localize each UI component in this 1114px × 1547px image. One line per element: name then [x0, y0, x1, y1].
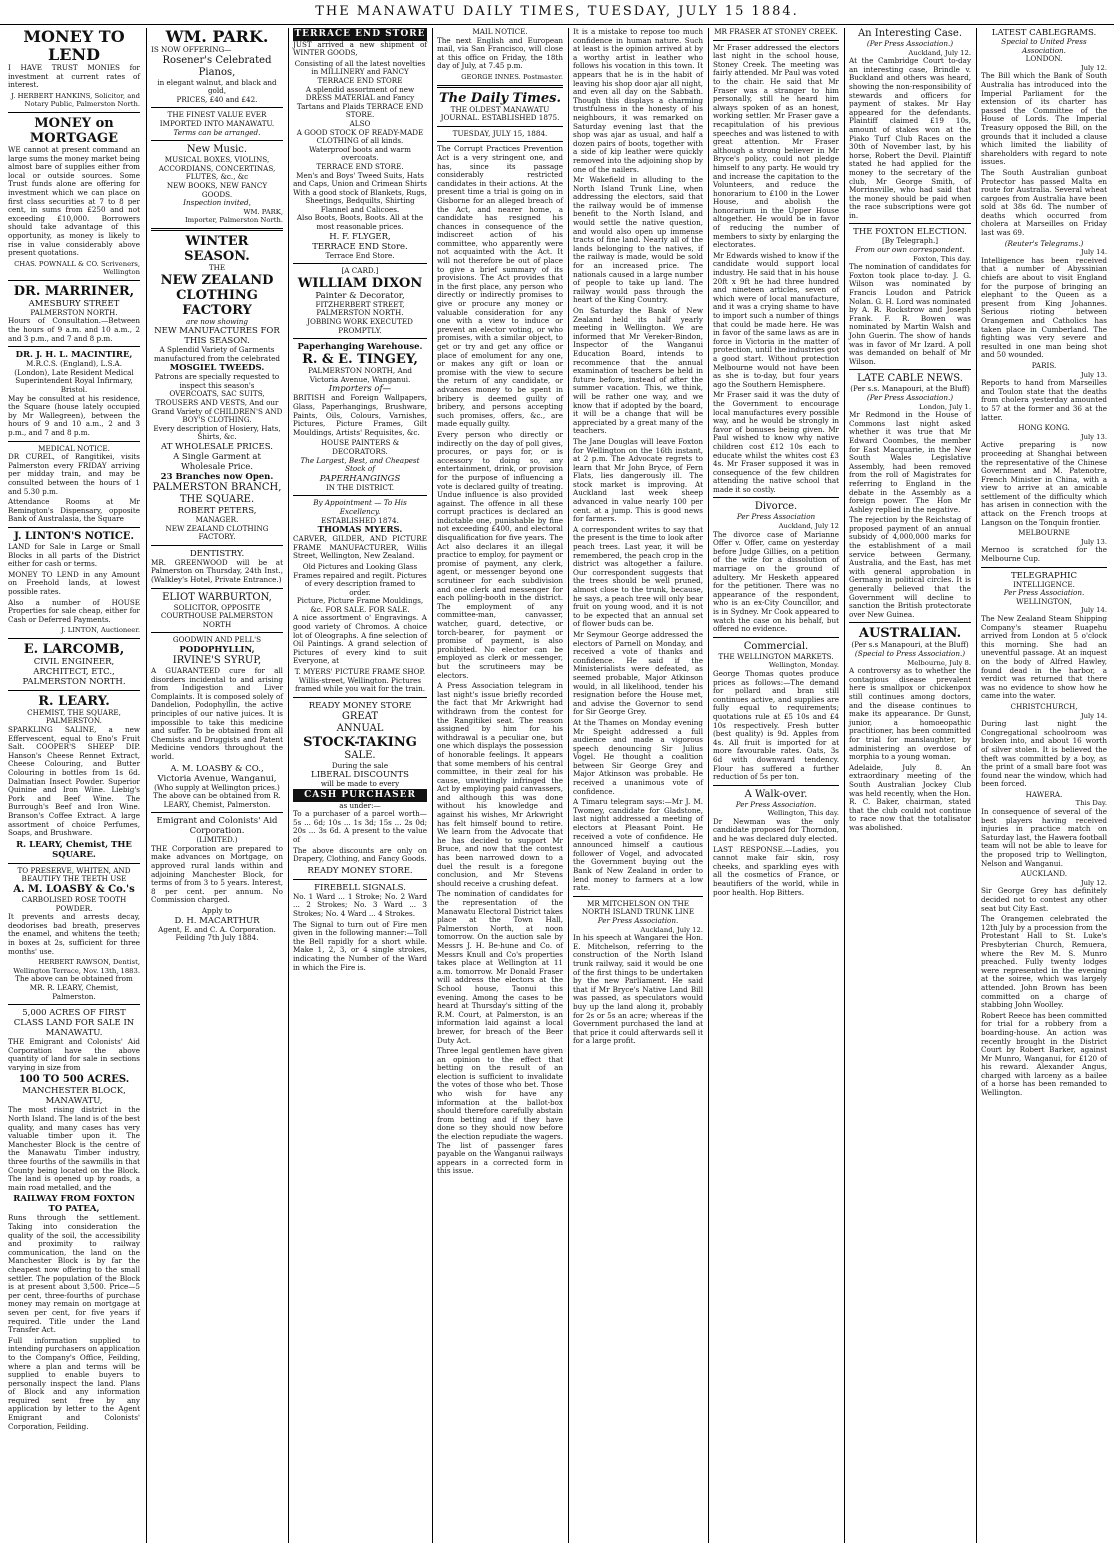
new-music-heading: New Music.	[186, 144, 248, 156]
latest-pa: Special to United Press Association.	[1001, 37, 1087, 55]
latest-text: The Bill which the Bank of South Australia has introduced into the Imperial Parliament for the extension of its charter has passed the Committee of the House of Lords. The Imperial Treasury opposed the Bill, on the grounds that it included a clause which limited the liability of shareholders with regard to note issues.	[981, 71, 1107, 167]
for-sale: Picture, Picture Frame Mouldings, &c. FOR SALE. FOR SALE.	[296, 596, 424, 614]
allowed-label: will be made to every	[320, 779, 400, 789]
leader-1: The Corrupt Practices Prevention Act is a very stringent one, and has, since its passage considerably restricted candidates in their actions. At the present time a trial is going on in Gisborne for an alleged breach of the Act, and nearer home, a candidate has resigned his chances in consequence of the indiscreet action of his committee, who apparently were not acquainted with the Act. It will not therefore be out of place to give a brief summary of its provisions. The Act provides that in the first place, any person who directly or indirectly promises to give or procure any money or valuable consideration for any one with a view to induce or prevent an elector voting, or who promises, with a similar object, to get or try and get any office or place of emolument for any one, or makes any gift or loan or promise with the view to secure the return of any candidate, or advances money to be spent in bribery is deemed guilty of bribery, and persons accepting such promises, offers, &c., are made equally guilty.	[437, 144, 563, 429]
the-text: THE	[208, 262, 226, 272]
overcoats-text: OVERCOATS, SAC SUITS, TROUSERS AND VESTS, And our Grand Variety of CHILDREN'S AND BOY'S CLOTHING.	[151, 389, 283, 425]
wmpark-heading: WM. PARK.	[165, 28, 269, 46]
arrived-text: JUST arrived a new shipment of WINTER GOODS,	[293, 39, 427, 58]
mortgage-heading: MONEY on MORTGAGE	[29, 115, 119, 146]
wellington-text: The New Zealand Steam Shipping Company's steamer Ruapehu arrived from London at 5 o'clock this morning. She had an uneventful passage. At an inquest on the body of Alfred Hawley, found dead in the harbor, a verdict was returned that there was no evidence to show how he came into the water.	[981, 614, 1107, 701]
foxton-from: From our own correspondent.	[855, 245, 965, 255]
pianos-prices: PRICES, £40 and £42.	[176, 94, 258, 104]
liberal-discounts: LIBERAL DISCOUNTS	[311, 770, 409, 781]
hankins-signature: J. HERBERT HANKINS, Solicitor, and Notary Public, Palmerston North.	[11, 91, 140, 109]
paperhangings-label: PAPERHANGINGS	[319, 473, 401, 484]
reuters-date: July 14.	[1080, 248, 1107, 257]
goodwin-text: GOODWIN AND PELL'S	[172, 635, 262, 645]
largest-stock: The Largest, Best, and Cheapest Stock of	[300, 455, 420, 474]
loasby-heading: A. M. LOASBY & Co.'s	[13, 883, 135, 895]
markets-text: George Thomas quotes produce prices as follows:—The demand for pollard and bran still continues active, and supplies are fully equal to requirements; quotations rule at £5 10s and £4 10s respectively. Fresh butter (best quality) is 9d. Apples from 4s. All fruit is imported for at more favourable rates. Oats, 3s 6d with downward tendency. Flour has suffered a further reduction of 5s per ton.	[713, 668, 839, 782]
walkover-pa: Per Press Association.	[735, 799, 817, 809]
jobbing-text: JOBBING WORK EXECUTED PROMPTLY.	[307, 317, 413, 335]
case-text: At the Cambridge Court to-day an interesting case, Brindle v. Buckland and others was heard, showing the non-responsibility of stewards and officers for payment of stakes. Mr Hay appeared for the defendants. Plaintiff claimed £19 10s, amount of stakes won at the Piako Turf Club Races on the 30th of November last, by his horse, Robert the Devil. Plaintiff stated he had applied for the money to the secretary of the club, Mr George Smith, of Morrinsville, who had said that the money should be paid when the race subscriptions were got in.	[849, 56, 971, 220]
paris-heading: PARIS.	[1031, 360, 1057, 370]
macintire-heading: DR. J. H. L. MACINTIRE,	[15, 350, 133, 361]
above-discounts: The above discounts are only on Drapery, Clothing, and Fancy Goods.	[293, 845, 427, 864]
late-cable-heading: LATE CABLE NEWS.	[857, 373, 963, 385]
tes-label: TERRACE END STORE.	[316, 161, 404, 171]
importers-label: Importers of—	[328, 384, 392, 395]
park-signature: WM. PARK,	[243, 207, 283, 216]
fraser-heading: MR FRASER AT STONEY CREEK.	[714, 28, 838, 36]
loasby-product: CARBOLISED ROSE TOOTH POWDER.	[21, 894, 127, 913]
telegraphic-pa: Per Press Association.	[1003, 588, 1085, 598]
hawera-heading: HAWERA.	[1025, 789, 1063, 799]
clothing-factory-heading: CLOTHING FACTORY	[176, 287, 258, 318]
sale-label: SALE.	[344, 749, 376, 761]
leader-13: A Timaru telegram says:—Mr J. M. Twomey, candidate for Gladstone, last night addressed a meeting of electors at Pleasant Point. He received a vote of confidence. He announced himself a cautious follower of Vogel, and advocated the Government buying out the Bank of New Zealand in order to lend money to farmers at a low rate.	[573, 797, 703, 893]
marriner-heading: DR. MARRINER,	[13, 283, 135, 299]
terms-text: Terms can be arranged.	[173, 127, 261, 137]
myers-frames: Old Pictures and Looking Glass Frames repaired and regilt. Pictures of every description framed to order.	[293, 561, 427, 597]
warburton-heading: ELIOT WARBURTON,	[162, 591, 272, 603]
christchurch-date: July 14.	[1080, 711, 1107, 720]
during-label: During the sale	[331, 760, 389, 770]
acres-size: 100 TO 500 ACRES.	[18, 1074, 130, 1086]
hop-bitters-text: LAST RESPONSE.—Ladies, you cannot make fair skin, rosy cheeks, and sparkling eyes with all the cosmetics of France, or beautifiers of the world, while in poor health. Hop Bitters.	[713, 844, 839, 897]
divorce-pa: Per Press Association	[736, 512, 816, 522]
case-pa: (Per Press Association.)	[866, 39, 954, 48]
larcomb-heading: E. LARCOMB,	[23, 641, 125, 657]
leader-9: The Jane Douglas will leave Foxton for Wellington on the 16th instant, at 2 p.m. The Advocate regrets to learn that Mr John Bryce, of Fern Flats, lies dangerously ill. The stock market is improving. At Auckland last week sheep advanced in value nearly 100 per cent. at a jump. This is good news for farmers.	[573, 436, 703, 524]
foxton-location: Foxton, This day.	[912, 254, 971, 263]
medical-notice-heading: MEDICAL NOTICE.	[38, 443, 110, 453]
annual-label: ANNUAL	[336, 722, 384, 734]
case-location: Auckland, July 12.	[908, 48, 971, 57]
ready-money-heading: READY MONEY STORE	[308, 700, 412, 711]
great-label: GREAT	[341, 710, 379, 722]
manchester-block: MANCHESTER BLOCK, MANAWATU,	[22, 1086, 126, 1107]
linton-signature: J. LINTON, Auctioneer.	[61, 626, 140, 635]
australian-text-2: Adelaide, July 8. An extraordinary meeting of the South Australian Jockey Club was held recently, when the Hon. R. C. Baker, chairman, stated that the club could not continue to race now that the totalisator was abolished.	[849, 762, 971, 832]
column-4	[432, 28, 567, 1543]
australian-text: A controversy as to whether the contagious disease prevalent here is smallpox or chickenpox still continues among doctors, and the disease continues to make its appearance. Dr Gunst, junior, a homoeopathic practitioner, has been committed for trial for manslaughter, by administering an overdose of morphia to a young woman.	[849, 666, 971, 762]
melbourne-date: July 13.	[1080, 537, 1107, 546]
australian-pa: (Special to Press Association.)	[854, 649, 966, 658]
trust-monies-text: I HAVE TRUST MONIES for investment at current rates of interest.	[8, 63, 140, 90]
telegraph-label: [By Telegraph.]	[881, 236, 939, 246]
dixon-address: FITZHERBERT STREET, PALMERSTON NORTH.	[315, 299, 405, 318]
leary-signature: R. LEARY, Chemist, THE SQUARE.	[16, 839, 132, 860]
auckland-heading: AUCKLAND.	[1020, 869, 1068, 879]
palmerston-branch: PALMERSTON BRANCH,	[152, 482, 282, 494]
under-label: as under:—	[339, 800, 381, 810]
tweeds-text: Men's and Boys' Tweed Suits, Hats and Caps, Union and Crimean Shirts	[293, 170, 427, 189]
branches-open: 23 Branches now Open.	[160, 472, 274, 483]
macarthur-name: D. H. MACARTHUR	[174, 915, 260, 926]
emigrant-heading: Emigrant and Colonists' Aid Corporation.	[156, 816, 278, 837]
peters-name: ROBERT PETERS,	[177, 506, 257, 517]
melbourne-text: Mernoo is scratched for the Melbourne Cup.	[981, 545, 1107, 564]
tes-label-2: TERRACE END Store.	[312, 241, 408, 252]
divorce-location: Auckland, July 12	[778, 522, 839, 531]
apply-to: Apply to	[201, 906, 233, 916]
commercial-heading: Commercial.	[743, 640, 809, 652]
music-items: MUSICAL BOXES, VIOLINS, ACCORDIANS, CONCERTINAS, FLUTES, &c., &c	[158, 155, 276, 182]
interesting-case-heading: An Interesting Case.	[857, 28, 963, 39]
late-cable-pa: (Per Press Association.)	[866, 392, 954, 402]
pianos-text: in elegant walnut, and black and gold,	[157, 77, 277, 96]
new-manufactures: NEW MANUFACTURES FOR THIS SEASON.	[154, 326, 280, 347]
reuters-label: (Reuter's Telegrams.)	[1004, 238, 1084, 248]
now-showing: are now showing	[186, 316, 248, 326]
macintire-qualifications: M.R.C.S. (England), L.S.A. (London), Late Resident Medical Superintendent Royal Infirmary, Bristol.	[14, 359, 134, 395]
paris-date: July 13.	[1080, 370, 1107, 379]
acres-heading: 5,000 ACRES OF FIRST CLASS LAND FOR SALE IN MANAWATU.	[13, 1008, 135, 1039]
leader-11: Mr Seymour George addressed the electors of Parnell on Monday, and received a vote of thanks and confidence. He said if the Ministerialists were defeated, as seemed probable, Major Atkinson would, in all likelihood, tender his resignation before the House met, and advise the Governor to send for Sir George Grey.	[573, 629, 703, 717]
nzcf-label: NEW ZEALAND CLOTHING FACTORY.	[165, 523, 269, 542]
wholesale-prices: AT WHOLESALE PRICES.	[161, 442, 273, 453]
marriner-address: AMESBURY STREET	[28, 298, 120, 309]
australian-via: (Per s.s Manapouri, at the Bluff)	[851, 640, 969, 650]
manager-label: MANAGER.	[195, 515, 239, 525]
hongkong-heading: HONG KONG.	[1018, 423, 1070, 433]
linton-houses: Also a number of HOUSE Properties for sale cheap, either for Cash or Deferred Payments.	[8, 597, 140, 624]
leary-note: The above can be obtained from MR. R. LEARY, Chemist, Palmerston.	[15, 974, 133, 1001]
markets-heading: THE WELLINGTON MARKETS.	[718, 651, 834, 661]
winter-season-heading: WINTER SEASON.	[184, 233, 250, 264]
christchurch-heading: CHRISTCHURCH,	[1010, 701, 1078, 711]
curl-text: DR CUREL, of Rangitikei, visits Palmerston every FRIDAY arriving per midday train, and may be consulted between the hours of 1 and 5.30 p.m.	[8, 452, 140, 496]
hawera-date: This Day.	[1075, 799, 1107, 808]
mail-text: The next English and European mail, via San Francisco, will close at this office on Friday, the 18th day of July, at 7.45 p.m.	[437, 35, 563, 71]
park-role: Importer, Palmerston North.	[184, 216, 283, 225]
firebell-heading: FIREBELL SIGNALS.	[314, 882, 406, 893]
mail-signature: GEORGE INNES. Postmaster.	[461, 72, 563, 81]
irvine-text: A GUARANTEED cure for all disorders incidental to and arising from Indigestion and Liver Complaints. It is composed solely of Dandelion, Podophyllin, the active principles of our native juices. It is impossible to take this medicine and suffer. To be obtained from all Chemists and Druggists and Patent Medicine vendors throughout the world.	[151, 665, 283, 761]
leary-heading: R. LEARY.	[38, 693, 110, 709]
leader-7: Mr Wakefield in alluding to the North Island Trunk Line, when addressing the electors, said that the railway would be of immense benefit to the North Island, and would settle the native question, and would also open up immense tracts of fine land. Nearly all of the lands belonging to the natives, if the railway is made, would be sold for an increased price. The nationals caused in a large number of people to take up land. The railway would pass through the heart of the King Country.	[573, 175, 703, 305]
fraser-text: Mr Fraser addressed the electors last night in the school house, Stoney Creek. The meeting was fairly attended. Mr Paul was voted to the chair. He said that Mr Fraser was a stranger to him personally, still he heard him always spoken of as an honest, working settler. Mr Fraser gave a recapitulation of his previous speeches and was listened to with great attention. Mr Fraser although a strong believer in Mr Bryce's policy, could not pledge himself to any party. He would try and increase the capitation to the Volunteers, and reduce the honorarium to £100 in the Lower House, and abolish the honorarium in the Upper House altogether. He would be in favor of reducing the number of members to sixty by enlarging the electorates.	[713, 42, 839, 250]
money-to-lend-heading: MONEY TO LEND	[23, 28, 125, 64]
tingey-heading: R. & E. TINGEY,	[302, 352, 418, 368]
leader-6: It is a mistake to repose too much confidence in human nature. Such at least is the opinion arrived at by a worthy artist in leather who follows his vocation in this town. It appears that he is in the habit of leaving his shop door ajar all night, and even all day on the Sabbath. Though this displays a charming trustfulness in the honesty of his neighbours, it was remarked on Saturday evening last that the shop was ajar as usual, and half a dozen pairs of boots, together with a side of kip leather were quickly removed into the adjoining shop by one of the nailers.	[573, 28, 703, 174]
hongkong-date: July 13.	[1080, 432, 1107, 441]
fraser-text-3: Mr Fraser said it was the duty of the Government to encourage local manufactures every possible way, and he would be strongly in favor of bonuses being given. Mr Paul wished to know why native children cost £12 10s each to educate whilst the whites cost £3 4s. Mr Fraser supposed it was in consequence of the few children attending the native school that made it so costly.	[713, 390, 839, 494]
latest-text-2: The South Australian gunboat Protector has passed Malta en route for Australia. Several wheat cargoes from Australia have been sold at 38s 6d. The number of deaths which occurred from cholera at Marseilles on Friday last was 69.	[981, 167, 1107, 238]
leader-12: At the Thames on Monday evening Mr Speight addressed a full audience and made a vigorous speech denouncing Sir Julius Vogel. He thought a coalition between Sir George Grey and Major Atkinson was probable. He received a unanimous vote of confidence.	[573, 717, 703, 796]
also-label: ALSO	[349, 118, 371, 128]
warburton-subtitle: SOLICITOR, OPPOSITE COURTHOUSE PALMERSTON NORTH	[160, 602, 274, 629]
late-cable-text: Mr Redmond in the House of Commons last night asked whether it was true that Mr Edward Coombes, the member for East Macquarie, in the New South Wales Legislative Assembly, had been removed from the roll of Magistrates for referring to England in the debate in the Assembly as a foreign power. The Hon Mr Ashley replied in the negative.	[849, 410, 971, 514]
newspaper-columns	[4, 28, 1110, 1543]
dixon-heading: WILLIAM DIXON	[297, 275, 423, 291]
column-6	[708, 28, 843, 1543]
late-cable-location: London, July 1.	[919, 402, 971, 411]
stocktaking-label: STOCK-TAKING	[303, 734, 417, 750]
telegraphic-heading: TELEGRAPHIC	[1010, 570, 1078, 581]
waterproof-text: Waterproof boots and warm overcoats.	[309, 144, 411, 163]
limited-label: (LIMITED.)	[196, 835, 238, 845]
inspection-invited: Inspection invited,	[183, 198, 251, 208]
australian-heading: AUSTRALIAN.	[858, 626, 962, 642]
loasby-note: (Who supply at Wellington prices.) The above can be obtained from R. LEARY, Chemist, Palmerston.	[153, 782, 281, 809]
macintire-text: May be consulted at his residence, the Square (house lately occupied by Mr Wallegreen), between the hours of 9 and 10 a.m., 2 and 3 p.m., and 7 and 8 p.m.	[8, 393, 140, 437]
leader-2: Every person who directly or indirectly on the day of poll gives, procures, or pays for, or is accessory to doing so, any entertainment, drink, or provision for the purpose of influencing a vote is declared guilty of treating. Undue influence is also provided against. The offence in all these corrupt practices is declared an indictable one, punishable by fine not exceeding £400, and electoral disqualification for five years. The Act also declares it an illegal practice to employ, for payment or promise of payment, any clerk, agent, or messenger beyond one scrutineer for each subdivision and one clerk and messenger for each polling-booth in the district. The employment of any committee-man, canvasser, watcher, guard, detective, or torch-bearer, for payment or promise of payment, is also prohibited. No elector can be employed as clerk or messenger, but the scrutineers may be electors.	[437, 429, 563, 680]
paperhanging-heading: Paperhanging Warehouse.	[297, 342, 423, 353]
column-1	[4, 28, 144, 1543]
leader-5: Three legal gentlemen have given an opinion to the effect that betting on the result of an election is sufficient to invalidate the votes of those who bet. Those who wish for have any information at the ballot-box should therefore carefully abstain from betting and if they have done so they should now before the election repudiate the wagers. The list of passenger fares payable on the Wanganui railways appears in a corrected form in this issue.	[437, 1046, 563, 1176]
intelligence-heading: INTELLIGENCE.	[1013, 579, 1075, 589]
garments-text: A Splendid Variety of Garments manufactured from the celebrated	[154, 345, 280, 363]
auckland-date: July 12.	[1080, 878, 1107, 887]
myers-shop: T. MYERS' PICTURE FRAME SHOP. Willis-street, Wellington. Pictures framed while you wait for the train.	[294, 667, 426, 694]
single-garment: A Single Garment at Wholesale Price.	[173, 452, 261, 473]
consisting-text: Consisting of all the latest novelties in MILLINERY and FANCY TERRACE END STORE	[294, 58, 426, 85]
australian-location: Melbourne, July 8.	[907, 658, 971, 667]
final-text-2: Robert Reece has been committed for trial for a robbery from a boarding-house. An action was recently brought in the District Court by Robert Barker, against Mr Munro, Wanganui, for £120 of his reward. Alexander Angus, charged with larceny as a bailee of a horse has been remanded to Wellington.	[981, 1010, 1107, 1098]
christchurch-text: During last night the Congregational schoolroom was broken into, and about 16 worth of silver stolen. It is believed the theft was committed by a boy, as the print of a small bare foot was found near the window, which had been forced.	[981, 719, 1107, 789]
walkover-text: Dr Newman was the only candidate proposed for Thorndon, and he was declared duly elected.	[713, 816, 839, 844]
linton-land: LAND for Sale in Large or Small Blocks in all parts of the District either for cash or terms.	[8, 541, 140, 569]
linton-money: MONEY TO LEND in any Amount on Freehold lands, at lowest possible rates.	[8, 569, 140, 596]
dixon-role: Painter & Decorator,	[315, 290, 405, 301]
foxton-heading: THE FOXTON ELECTION.	[853, 227, 967, 238]
larcomb-title: CIVIL ENGINEER, ARCHITECT, ETC., PALMERSTON NORTH.	[22, 656, 126, 687]
appointment-label: By Appointment — To His Excellency.	[313, 498, 407, 516]
divorce-heading: Divorce.	[754, 501, 798, 513]
hongkong-text: Active preparing is now proceeding at Shanghai between the representative of the Chinese Government and M. Patenotre, French Minister in China, with a view to arrive at an amicable settlement of the difficulty which has arisen in connection with the attack on the French troops at Langson on the Tonquin frontier.	[981, 440, 1107, 527]
railway-heading: RAILWAY FROM FOXTON TO PATEA,	[13, 1194, 135, 1215]
irvine-syrup: IRVINE'S SYRUP,	[172, 654, 262, 666]
leader-8: On Saturday the Bank of New Zealand held its half yearly meeting in Wellington. We are informed that Mr Vereker-Bindon, Inspector of the Wanganui Education Board, intends to recommence that the annual examination of teachers be held in future before, instead of after the summer vacation. This, we think, will be rather one way, and we know that if adopted by the board, it will be a change that will be appreciated by a great many of the teachers.	[573, 306, 703, 436]
pownall-signature: CHAS. POWNALL & CO. Scriveners, Wellington	[14, 259, 140, 277]
column-2	[146, 28, 287, 1543]
loasby-intro: TO PRESERVE, WHITEN, AND BEAUTIFY THE TEETH USE	[17, 865, 131, 884]
rawson-signature: HERBERT RAWSON, Dentist, Wellington Terrace, Nov. 13th, 1883.	[13, 958, 140, 975]
mitchelson-text: In his speech at Wangarei the Hon. E. Mitchelson, referring to the construction of the North Island trunk railway, said it would be one of the first things to be undertaken by the new Parliament. He said that if Mr Bryce's Native Land Bill was passed, as speculators would buy up the land along it, probably for 2s or 5s an acre; whereas if the Government purchased the land at that price it could afterwards sell it for a large profit.	[573, 933, 703, 1046]
leader-3: A Press Association telegram in last night's issue briefly recorded the fact that Mr Arkwright had withdrawn from the contest for the Rangitikei seat. The reason assigned by him for his withdrawal is a peculiar one, but one which displays the possession of honorable feelings. It appears that some members of his central committee, in their zeal for his cause, unwittingly infringed the Act by employing paid canvassers, and although this was done without his knowledge and against his wishes, Mr Arkwright has felt himself bound to retire. We learn from the Advocate that he has decided to support Mr Bruce, and now that the contest has been narrowed down to a duel the result is a foregone conclusion, and Mr Stevens should receive a crushing defeat.	[437, 681, 563, 888]
fancy-goods: NEW BOOKS, NEW FANCY GOODS.	[166, 180, 268, 199]
cash-purchaser: CASH PURCHASER	[293, 789, 427, 802]
district-label: IN THE DISTRICT.	[325, 482, 395, 492]
terrace-end-heading: TERRACE END STORE	[294, 29, 426, 39]
offering-text: IS NOW OFFERING—	[151, 45, 232, 54]
dentistry-heading: DENTISTRY.	[189, 548, 245, 559]
paris-text: Reports to hand from Marseilles and Toulon state that the deaths from cholera yesterday amounted to 57 at the former and 36 at the latter.	[981, 378, 1107, 422]
loasby-text: It prevents and arrests decay, deodorises bad breath, preserves the enamel, and whitens the teeth; in boxes at 2s, sufficient for three months' use.	[8, 912, 140, 956]
divorce-text: The divorce case of Marianne Offer v. Offer, came on yesterday before Judge Gillies, on a petition of the wife for a dissolution of marriage on the ground of adultery. Mr Hesketh appeared for the petitioner. There was no appearance of the respondent, who is an ex-City Councillor, and is in Sydney. Mr Cook appeared to watch the case on his behalf, but offered no evidence.	[713, 529, 839, 634]
pianos-heading: Rosener's Celebrated Pianos,	[162, 54, 272, 78]
marriner-hours: Hours of Consultation.—Between the hours of 9 a.m. and 10 a.m., 2 and 3 p.m., and 7 and 8 p.m.	[8, 316, 140, 343]
foxton-text: The nomination of candidates for Foxton took place to-day. J. G. Wilson was nominated by Francis Loudon and Patrick Nolan. G. H. Lord was nominated by A. R. Rockstrow and Joseph Frank. F. R. Bowen was nominated by Martin Walsh and John Guerin. The show of hands was in favor of Mr Izard. A poll was demanded on behalf of Mr Wilson.	[849, 262, 971, 366]
linton-heading: J. LINTON'S NOTICE.	[14, 530, 134, 542]
mosgiel-tweeds: MOSGIEL TWEEDS.	[169, 363, 265, 374]
column-8	[976, 28, 1111, 1543]
late-cable-via: (Per s.s. Manapouri, at the Bluff)	[850, 384, 970, 394]
discount-table: To a purchaser of a parcel worth— 5s ... 6d; 10s ... 1s 3d; 15s ... 2s 0d; 20s ... 3s 6d. A present to the value of	[293, 809, 427, 844]
reuters-text: Intelligence has been received that a number of Abyssinian chiefs are about to visit England for the purpose of bringing an elephant to the Queen as a present from King Johannes. Serious rioting between Orangemen and Catholics has taken place in Cumberland. The fighting was very severe and resulted in one man being shot and 50 wounded.	[981, 255, 1107, 360]
acres-tail: Full information supplied to intending purchasers on application to the Company's Office, Feilding, where a plan and terms will be supplied to enable buyers to personally inspect the land. Plans of Block and any information required sent free by any application by letter to the Agent Emigrant and Colonists' Corporation, Feilding.	[8, 1335, 140, 1431]
myers-text: CARVER, GILDER, AND PICTURE FRAME MANUFACTURER, Willis Street, Wellington, New Zealand.	[293, 534, 427, 561]
mail-notice-heading: MAIL NOTICE.	[472, 28, 528, 36]
late-cable-text-2: The rejection by the Reichstag of proposed payment of an annual subsidy of 4,000,000 marks for the establishment of a mail service between Germany, Australia, and the East, has met with general approbation in Germany in political circles. It is generally believed that the Government will decline to sanction the British protectorate over New Guinea.	[849, 515, 971, 619]
oldest-journal: THE OLDEST MANAWATU JOURNAL. ESTABLISHED 1875.	[440, 104, 560, 123]
railway-text: Runs through the settlement. Taking into consideration the quality of the soil, the accessibility and proximity to railway communication, the land on the Manchester Block is by far the cheapest now offering to the small settler. The population of the Block is at present about 3,500. Price—5 per cent, three-fourths of purchase money may remain on mortgage at seven per cent, for five years if required. Title under the Land Transfer Act.	[8, 1213, 140, 1335]
melbourne-heading: MELBOURNE	[1018, 528, 1070, 538]
corporation-text: THE Corporation are prepared to make advances on Mortgage, on approved rural lands within and adjoining Manchester Block, for terms of from 3 to 5 years. Interest, 8 per cent. per annum. No Commission charged.	[151, 843, 283, 905]
leary-subtitle: CHEMIST, THE SQUARE, PALMERSTON.	[27, 707, 121, 726]
leader-10: A correspondent writes to say that the present is the time to look after peach trees. Last year, it will be remembered, the peach crop in the district was altogether a failure. Our correspondent suggests that the trees should be well pruned, almost close to the trunk, because, he says, a peach tree will only bear fruit on young wood, and it is not to be expected that an annual set of flower buds can be.	[573, 524, 703, 629]
tes-label-3: Terrace End Store.	[325, 250, 395, 260]
wellington-date: July 14.	[1080, 606, 1107, 615]
podophyllin: PODOPHYLLIN,	[179, 644, 255, 655]
leary-text: SPARKLING SALINE, a new Effervescent, equal to Eno's Fruit Salt. COOPER'S SHEEP DIP. Hanson's Cheese Rennet Extract, Cheese Colouring, and Butter Colouring in bottles from 1s 6d. Dalmatian Insect Powder. Superior Quinine and Iron Wine. Liebig's Pork and Beef Wine. The Burrough's Beef and Iron Wine. Branson's Coffee Extract. A large assortment of choice Perfumes, Soaps, and Brushware.	[8, 725, 140, 838]
issue-date: TUESDAY, JULY 15, 1884.	[452, 128, 548, 138]
rms-label: READY MONEY STORE.	[307, 865, 413, 876]
card-label: [A CARD.]	[341, 266, 379, 276]
flyger-name: H. F. FLYGER,	[329, 231, 391, 242]
masthead-text: THE MANAWATU DAILY TIMES, TUESDAY, JULY 15 1884.	[315, 4, 799, 19]
latest-location: LONDON.	[1025, 54, 1063, 64]
macarthur-sub: Agent, E. and C. A. Corporation. Feilding 7th July 1884.	[158, 924, 276, 943]
myers-list: A nice assortment o' Engravings. A good variety of Chromos. A choice lot of Oleographs. A fine selection of Oil Paintings. A grand selection of Pictures of every kind to suit Everyone, at	[293, 613, 427, 666]
markets-location: Wellington, Monday.	[768, 661, 839, 670]
marriner-town: PALMERSTON NORTH.	[30, 307, 118, 317]
mitchelson-location: Auckland, July 12.	[640, 925, 703, 934]
latest-date: July 12.	[1080, 63, 1107, 72]
acres-text: THE Emigrant and Colonists' Aid Corporation have the above quantity of land for sale in sections varying in size from	[8, 1037, 140, 1072]
hosiery-text: Every description of Hosiery, Hats, Shirts, &c.	[153, 423, 281, 442]
blankets-text: With a good stock of Blankets, Rugs, Sheetings, Bedquilts, Shirting Flannel and Calicoes.	[293, 187, 427, 214]
fraser-text-2: Mr Edwards wished to know if the candidate would support local industry. He said that in his house 20ft x 9ft he had three hundred and nineteen articles, seven of which were of local manufacture, and it was a crying shame to have to import such a number of things that could be made here. He was in favor of the same laws as are in force in Victoria in the matter of protection, until the industries got a good start. Without protection Melbourne would not have been as she is to-day, but four years ago the Southern Hemisphere.	[713, 250, 839, 389]
mortgage-text: WE cannot at present command an large sums the money market being almost bare of supplies either from local or outside sources. Some Trust funds alone are offering for investment which we can place on first class securities at 7 to 8 per cent, in sums from £250 and not exceeding £10,000. Borrowers should take advantage of this opportunity, as money is likely to rise in value considerably above present quotations.	[8, 144, 140, 258]
house-painters: HOUSE PAINTERS & DECORATORS.	[320, 438, 400, 456]
loasby-address: Victoria Avenue, Wanganui,	[157, 773, 277, 784]
finest-value: THE FINEST VALUE EVER IMPORTED INTO MANAWATU.	[159, 110, 275, 128]
hawera-text: In consequence of several of the best players having received injuries in practice match on Saturday last, the Hawera football team will not be able to leave for the proposed trip to Wellington, Nelson and Wanganui.	[981, 807, 1107, 868]
column-3	[288, 28, 431, 1543]
auckland-text: Sir George Grey has definitely decided not to contest any other seat but City East.	[981, 886, 1107, 913]
the-square: THE SQUARE.	[179, 494, 255, 506]
tingey-text: BRITISH and Foreign Wallpapers, Glass, Paperhangings, Brushware, Paints, Oils, Colours, Varnishes, Pictures, Picture Frames, Gilt Mouldings, Artists' Requisites, &c.	[293, 393, 427, 437]
daily-times-title: The Daily Times.	[438, 90, 562, 106]
final-text: The Orangemen celebrated the 12th July by a procession from the Protestant Hall to St. Luke's Presbyterian Church, Remuera, where the Rev M. S. Munro preached. Fully twenty lodges were represented in the evening at the soiree, which was largely attended. John Brown has been committed on a charge of stabbing John Woolley.	[981, 914, 1107, 1010]
block-text: The most rising district in the North Island. The land is of the best quality, and many cases has very valuable timber upon it. The Manchester Block is the centre of the Manawatu Timber industry, three fourths of the sawmills in that County being located on the Block. The land is opened up by roads, a main road metalled, and the	[8, 1105, 140, 1192]
column-5	[568, 28, 707, 1543]
boots-text: Also Boots, Boots, Boots. All at the most reasonable prices.	[296, 213, 424, 232]
mitchelson-pa: Per Press Association.	[597, 915, 679, 925]
latest-cablegrams-heading: LATEST CABLEGRAMS.	[991, 28, 1097, 38]
walkover-location: Wellington, This day.	[767, 809, 839, 818]
assortment-text: A splendid assortment of new DRESS MATERIAL and Fancy Tartans and Plaids TERRACE END STORE.	[296, 84, 424, 120]
mitchelson-heading: MR MITCHELSON ON THE NORTH ISLAND TRUNK LINE	[581, 898, 695, 917]
greenwood-text: MR. GREENWOOD will be at Palmerston on Thursday, 24th Inst., (Walkley's Hotel, Private Entrance.)	[151, 557, 283, 584]
firebell-table: No. 1 Ward ... 1 Stroke; No. 2 Ward ... 2 Strokes; No. 3 Ward ... 3 Strokes; No. 4 Ward ... 4 Strokes.	[293, 891, 427, 918]
wellington-heading: WELLINGTON,	[1016, 596, 1072, 606]
curl-rooms: Attendance Rooms at Mr Remington's Dispensary, opposite Bank of Australasia, the Square	[8, 497, 140, 524]
firebell-note: The Signal to turn out of Fire men given in the following manner:—Toll the Bell rapidly for a short while. Make 1, 2, 3, or 4 single strokes, indicating the Number of the Ward in which the Fire is.	[293, 919, 427, 972]
readymade-text: A GOOD STOCK OF READY-MADE CLOTHING of all kinds.	[296, 127, 424, 146]
established-label: ESTABLISHED 1874.	[321, 515, 399, 525]
myers-heading: THOMAS MYERS.	[317, 525, 403, 536]
loasby-agents: A. M. LOASBY & CO.,	[170, 763, 264, 774]
patrons-text: Patrons are specially requested to inspect this season's	[154, 372, 280, 390]
leader-4: The nomination of candidates for the representation of the Manawatu Electoral District takes place at the Town Hall, Palmerston North, at noon tomorrow. On the auction sale by Messrs J. H. Be-hune and Co. of Messrs Knull and Co's properties takes place at Wellington at 11 a.m. tomorrow. Mr Donald Fraser will address the electors at the School house, Taonui this evening. Among the cases to be heard at Thursday's sitting of the R.M. Court, at Palmerston, is an information laid against a local brewer, for breach of the Beer Duty Act.	[437, 889, 563, 1045]
masthead	[0, 0, 1114, 25]
column-7	[844, 28, 975, 1543]
walkover-heading: A Walk-over.	[744, 788, 808, 800]
tingey-address: PALMERSTON NORTH, And Victoria Avenue, Wanganui.	[308, 366, 412, 384]
new-zealand-heading: NEW ZEALAND	[160, 272, 274, 288]
